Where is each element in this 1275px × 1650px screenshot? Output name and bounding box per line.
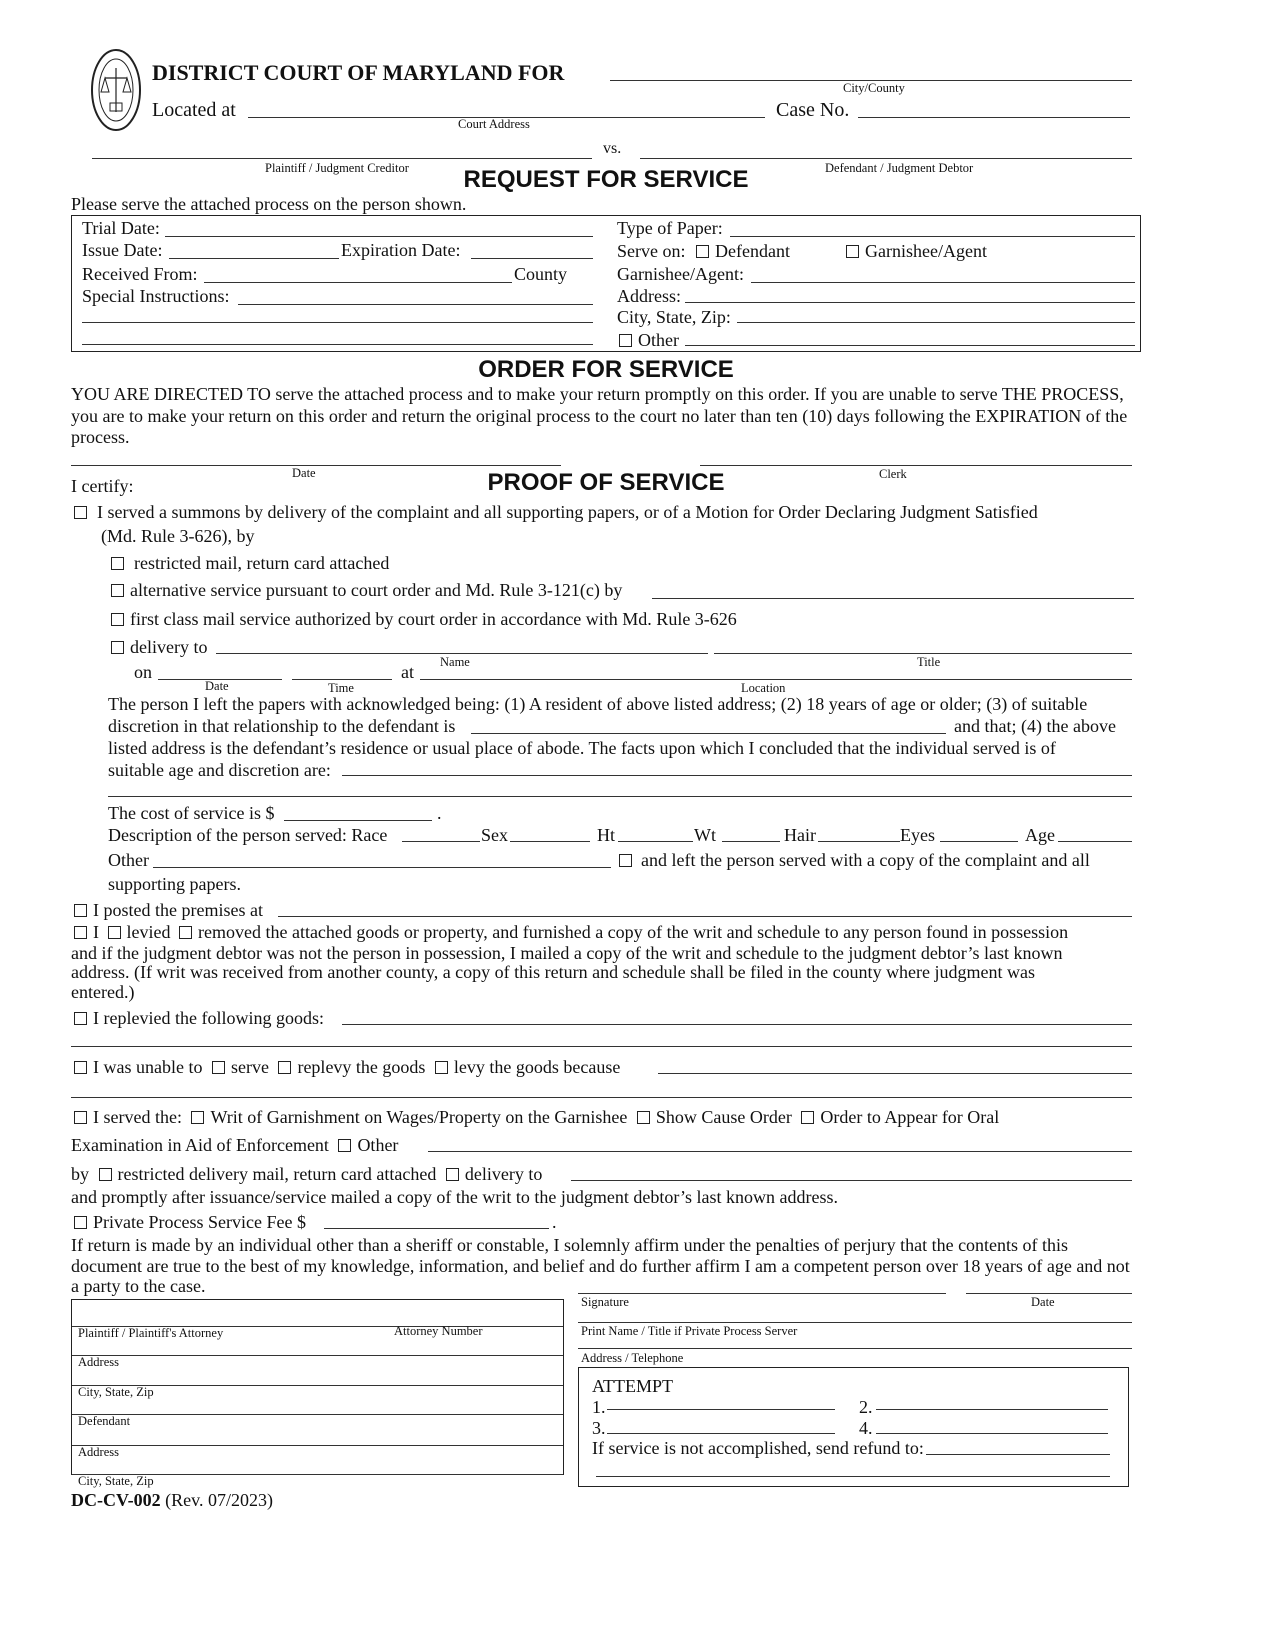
alternative-service-field[interactable]: [652, 598, 1134, 599]
ht-label: Ht: [597, 825, 615, 845]
unable-reason-field-2[interactable]: [71, 1097, 1132, 1098]
expiration-date-label: Expiration Date:: [341, 240, 461, 260]
left-copy-row: [619, 850, 1090, 871]
wt-label: Wt: [694, 825, 716, 845]
other2-checkbox[interactable]: [338, 1139, 351, 1152]
garnishee-agent-label: Garnishee/Agent:: [617, 264, 744, 284]
alternative-service-checkbox[interactable]: [111, 584, 124, 597]
examination-row: [71, 1135, 398, 1156]
by-row: [71, 1164, 542, 1185]
other-option-label: Other: [638, 330, 679, 350]
posted-checkbox[interactable]: [74, 904, 87, 917]
restricted-mail-checkbox[interactable]: [111, 557, 124, 570]
posted-field[interactable]: [278, 916, 1132, 917]
party-address2-label: Address: [78, 1445, 119, 1459]
garnishee-checkbox[interactable]: [846, 245, 859, 258]
signature-field[interactable]: [578, 1293, 946, 1294]
court-title: DISTRICT COURT OF MARYLAND FOR: [152, 60, 565, 85]
court-seal: [90, 48, 142, 132]
delivery-to2-label: delivery to: [464, 1164, 543, 1184]
signature-label: Signature: [581, 1295, 629, 1309]
proof-title: PROOF OF SERVICE: [487, 469, 725, 496]
court-address-label: Court Address: [458, 117, 530, 131]
restricted-delivery-label: restricted delivery mail, return card attached: [117, 1164, 437, 1184]
order-title: ORDER FOR SERVICE: [478, 356, 734, 383]
first-class-row: [111, 609, 737, 630]
other-checkbox[interactable]: [619, 334, 632, 347]
plaintiff-label: Plaintiff / Judgment Creditor: [265, 161, 409, 175]
garnishee-option-label: Garnishee/Agent: [865, 241, 987, 261]
party-city-state-zip-label: City, State, Zip: [78, 1385, 154, 1399]
hair-label: Hair: [784, 825, 816, 845]
request-intro: Please serve the attached process on the person shown.: [71, 194, 467, 214]
replevied-checkbox[interactable]: [74, 1012, 87, 1025]
attempt-4-label: 4.: [859, 1418, 873, 1438]
fee-label: Private Process Service Fee $: [93, 1212, 306, 1232]
attempt-3-field[interactable]: [607, 1433, 835, 1434]
other2-field[interactable]: [428, 1151, 1132, 1152]
removed-checkbox[interactable]: [179, 926, 192, 939]
levied-text-3: address. (If writ was received from another county, a copy of this return and schedule shall be filed in the county where judgment was: [71, 962, 1036, 982]
first-class-label: first class mail service authorized by court order in accordance with Md. Rule 3-626: [130, 609, 737, 629]
type-of-paper-field[interactable]: [730, 236, 1135, 237]
person-left-text-4: suitable age and discretion are:: [108, 760, 331, 780]
order-date-field[interactable]: [71, 465, 561, 466]
type-of-paper-label: Type of Paper:: [617, 218, 723, 238]
levied-text-4: entered.): [71, 982, 135, 1002]
address-field[interactable]: [685, 302, 1135, 303]
serve-on-row: [617, 241, 790, 262]
serve-label: serve: [230, 1057, 269, 1077]
delivery-to2-checkbox[interactable]: [446, 1168, 459, 1181]
plaintiff-attorney-label: Plaintiff / Plaintiff's Attorney: [78, 1326, 224, 1340]
attempt-2-label: 2.: [859, 1397, 873, 1417]
fee-field[interactable]: [324, 1228, 549, 1229]
levy-label: levy the goods because: [453, 1057, 621, 1077]
attempt-4-field[interactable]: [876, 1433, 1108, 1434]
delivery-to-label: delivery to: [130, 637, 208, 657]
trial-date-label: Trial Date:: [82, 218, 160, 238]
levied-i-label: I: [93, 922, 99, 942]
party-city-state-zip2-label: City, State, Zip: [78, 1474, 154, 1488]
expiration-date-field[interactable]: [471, 258, 593, 259]
supporting-papers-text: supporting papers.: [108, 874, 241, 894]
attempt-1-label: 1.: [592, 1397, 606, 1417]
form-number: DC-CV-002: [71, 1490, 161, 1510]
special-instructions-field-1[interactable]: [238, 304, 593, 305]
received-from-field[interactable]: [204, 282, 512, 283]
levy-checkbox[interactable]: [435, 1061, 448, 1074]
order-appear-checkbox[interactable]: [801, 1111, 814, 1124]
person-left-text-3: listed address is the defendant’s residence or usual place of abode. The facts upon which I concluded that the individual served is of: [108, 738, 1056, 758]
delivery-location-field[interactable]: [420, 679, 1132, 680]
affirm-text: If return is made by an individual other than a sheriff or constable, I solemnly affirm under the penalties of perjury that the contents of this document are true to the best of my knowledge, information, and belief and do further affirm I am a competent person over 18 years of age and not a party to the case.: [71, 1235, 1130, 1296]
other-field[interactable]: [685, 345, 1135, 346]
cost-label: The cost of service is $: [108, 803, 275, 823]
served-summons-text-2: (Md. Rule 3-626), by: [101, 526, 255, 546]
served-the-checkbox[interactable]: [74, 1111, 87, 1124]
order-clerk-field[interactable]: [700, 465, 1132, 466]
delivery-title-field[interactable]: [714, 653, 1132, 654]
served-the-label: I served the:: [93, 1107, 182, 1127]
order-appear-label: Order to Appear for Oral: [820, 1107, 1000, 1127]
other-desc-label: Other: [108, 850, 149, 870]
print-name-label: Print Name / Title if Private Process Server: [581, 1324, 798, 1338]
special-instructions-label: Special Instructions:: [82, 286, 230, 306]
age-label: Age: [1025, 825, 1055, 845]
refund-field-1[interactable]: [926, 1454, 1110, 1455]
garnishee-agent-field[interactable]: [751, 282, 1135, 283]
eyes-label: Eyes: [900, 825, 935, 845]
order-date-label: Date: [292, 466, 316, 480]
replevy-checkbox[interactable]: [278, 1061, 291, 1074]
special-instructions-field-3[interactable]: [82, 344, 593, 345]
other-desc-field[interactable]: [153, 867, 611, 868]
delivery-name-field[interactable]: [216, 653, 708, 654]
attorney-number-label: Attorney Number: [394, 1324, 483, 1338]
cost-period: .: [437, 803, 442, 823]
parties-box: [71, 1299, 564, 1488]
delivery-to-row: [111, 637, 207, 658]
replevied-field-2[interactable]: [71, 1046, 1132, 1047]
levied-checkbox[interactable]: [108, 926, 121, 939]
show-cause-label: Show Cause Order: [655, 1107, 792, 1127]
serve-checkbox[interactable]: [212, 1061, 225, 1074]
suitable-age-field-2[interactable]: [108, 796, 1132, 797]
served-the-row: [74, 1107, 999, 1128]
writ-garnishment-label: Writ of Garnishment on Wages/Property on the Garnishee: [210, 1107, 628, 1127]
delivery-location-label: Location: [741, 681, 786, 695]
race-field[interactable]: [402, 841, 480, 842]
print-name-field[interactable]: [578, 1322, 1132, 1323]
city-county-label: City/County: [843, 81, 905, 95]
case-no-field[interactable]: [858, 117, 1130, 118]
promptly-text: and promptly after issuance/service mailed a copy of the writ to the judgment debtor’s last known address.: [71, 1187, 838, 1207]
levied-i-checkbox[interactable]: [74, 926, 87, 939]
delivery-name-label: Name: [440, 655, 470, 669]
plaintiff-field[interactable]: [92, 158, 592, 159]
defendant-checkbox[interactable]: [696, 245, 709, 258]
eyes-field[interactable]: [940, 841, 1018, 842]
ht-field[interactable]: [618, 841, 693, 842]
order-clerk-label: Clerk: [879, 467, 907, 481]
city-state-zip-field[interactable]: [737, 322, 1135, 323]
seal-icon: [90, 48, 142, 132]
description-label: Description of the person served: Race: [108, 825, 388, 845]
examination-label: Examination in Aid of Enforcement: [71, 1135, 329, 1155]
fee-checkbox[interactable]: [74, 1216, 87, 1229]
left-copy-label: and left the person served with a copy of the complaint and all: [641, 850, 1090, 870]
relationship-field[interactable]: [471, 733, 946, 734]
served-summons-checkbox[interactable]: [74, 506, 87, 519]
defendant-option-label: Defendant: [714, 241, 790, 261]
refund-label: If service is not accomplished, send refund to:: [592, 1438, 924, 1458]
delivery-time-label: Time: [328, 681, 354, 695]
located-at-label: Located at: [152, 99, 236, 121]
unable-row: [74, 1057, 620, 1078]
defendant-field[interactable]: [640, 158, 1132, 159]
suitable-age-field-1[interactable]: [342, 775, 1132, 776]
person-left-text-1: The person I left the papers with acknowledged being: (1) A resident of above listed address; (2) 18 years of age or older; (3) of suitable: [108, 694, 1088, 714]
other-option: [619, 330, 679, 351]
certify-label: I certify:: [71, 476, 134, 496]
delivery-time-field[interactable]: [292, 679, 392, 680]
levied-label: levied: [126, 922, 171, 942]
writ-garnishment-checkbox[interactable]: [191, 1111, 204, 1124]
address-telephone-label: Address / Telephone: [581, 1351, 684, 1365]
restricted-delivery-checkbox[interactable]: [99, 1168, 112, 1181]
defendant-label: Defendant / Judgment Debtor: [825, 161, 974, 175]
garnishee-option: [846, 241, 987, 262]
restricted-mail-label: restricted mail, return card attached: [134, 553, 390, 573]
form-revision: (Rev. 07/2023): [165, 1490, 273, 1510]
party-defendant-label: Defendant: [78, 1414, 131, 1428]
trial-date-field[interactable]: [165, 236, 593, 237]
city-state-zip-label: City, State, Zip:: [617, 307, 731, 327]
unable-label: I was unable to: [93, 1057, 203, 1077]
case-no-label: Case No.: [776, 99, 850, 121]
delivery-title-label: Title: [917, 655, 941, 669]
by-label: by: [71, 1164, 89, 1184]
delivery-to-checkbox[interactable]: [111, 641, 124, 654]
county-label: County: [514, 264, 568, 284]
address-label: Address:: [617, 286, 681, 306]
on-label: on: [134, 662, 152, 682]
serve-on-label: Serve on:: [617, 241, 686, 261]
signature-date-label: Date: [1031, 1295, 1055, 1309]
sex-label: Sex: [481, 825, 508, 845]
posted-row: [74, 900, 263, 921]
address-telephone-field[interactable]: [578, 1348, 1132, 1349]
replevied-field-1[interactable]: [342, 1024, 1132, 1025]
wt-field[interactable]: [722, 841, 780, 842]
served-summons-row: [74, 502, 1038, 523]
levied-text-2: and if the judgment debtor was not the person in possession, I mailed a copy of the writ and schedule to the judgment debtor’s last known: [71, 943, 1063, 963]
replevied-label: I replevied the following goods:: [93, 1008, 324, 1028]
replevy-label: replevy the goods: [297, 1057, 426, 1077]
show-cause-checkbox[interactable]: [637, 1111, 650, 1124]
posted-label: I posted the premises at: [93, 900, 263, 920]
alternative-service-row: [111, 580, 622, 601]
party-address-label: Address: [78, 1355, 119, 1369]
received-from-label: Received From:: [82, 264, 198, 284]
request-title: REQUEST FOR SERVICE: [463, 166, 749, 193]
form-id: [71, 1490, 273, 1511]
fee-row: [74, 1212, 306, 1233]
fee-period: .: [552, 1212, 557, 1232]
delivery-date-label: Date: [205, 679, 229, 693]
signature-date-field[interactable]: [966, 1293, 1132, 1294]
person-left-text-2a: discretion in that relationship to the defendant is: [108, 716, 456, 736]
issue-date-field[interactable]: [169, 258, 339, 259]
attempt-label: ATTEMPT: [592, 1376, 673, 1396]
alternative-service-label: alternative service pursuant to court order and Md. Rule 3-121(c) by: [130, 580, 623, 600]
special-instructions-field-2[interactable]: [82, 322, 593, 323]
order-text: YOU ARE DIRECTED TO serve the attached process and to make your return promptly on this order. If you are unable to serve THE PROCESS, you are to make your return on this order and return the original process to the court no later than ten (10) days following the EXPIRATION of the process.: [71, 384, 1128, 447]
first-class-checkbox[interactable]: [111, 613, 124, 626]
attempt-1-field[interactable]: [607, 1409, 835, 1410]
attempt-2-field[interactable]: [876, 1409, 1108, 1410]
refund-field-2[interactable]: [596, 1476, 1110, 1477]
at-label: at: [401, 662, 414, 682]
person-left-text-2b: and that; (4) the above: [954, 716, 1116, 736]
sex-field[interactable]: [510, 841, 590, 842]
other2-label: Other: [357, 1135, 399, 1155]
attempt-3-label: 3.: [592, 1418, 606, 1438]
cost-field[interactable]: [284, 820, 432, 821]
removed-label: removed the attached goods or property, and furnished a copy of the writ and schedule to any person found in possession: [197, 922, 1069, 942]
hair-field[interactable]: [818, 841, 900, 842]
replevied-row: [74, 1008, 324, 1029]
unable-reason-field-1[interactable]: [658, 1073, 1132, 1074]
levied-row: [74, 922, 1068, 943]
delivery-to2-field[interactable]: [571, 1180, 1132, 1181]
vs-label: vs.: [603, 140, 622, 157]
left-copy-checkbox[interactable]: [619, 854, 632, 867]
age-field[interactable]: [1058, 841, 1132, 842]
served-summons-text: I served a summons by delivery of the complaint and all supporting papers, or of a Motion for Order Declaring Judgment Satisfied: [97, 502, 1038, 522]
issue-date-label: Issue Date:: [82, 240, 163, 260]
unable-checkbox[interactable]: [74, 1061, 87, 1074]
restricted-mail-row: [111, 553, 389, 574]
